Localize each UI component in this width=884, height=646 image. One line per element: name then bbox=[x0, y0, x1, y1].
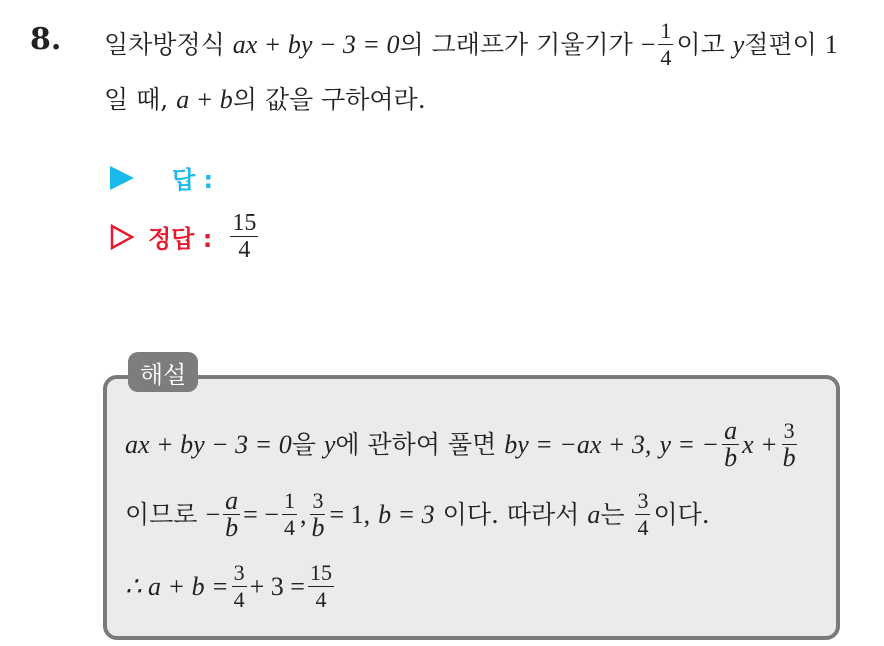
solution-line-1 bbox=[125, 418, 801, 471]
fraction bbox=[282, 488, 297, 541]
expression: a + b bbox=[176, 85, 233, 114]
question-line-1 bbox=[104, 18, 838, 71]
fraction bbox=[309, 488, 326, 541]
denominator: 4 bbox=[315, 587, 327, 612]
solution-tag: 해설 bbox=[128, 352, 198, 392]
solution-text: 이다. 따라서 bbox=[442, 499, 580, 529]
question-text: 이고 bbox=[676, 29, 725, 59]
fraction bbox=[308, 560, 334, 613]
denominator: b bbox=[225, 513, 239, 542]
equation: = − bbox=[243, 499, 279, 529]
question-text: 일 때, bbox=[104, 85, 169, 114]
numerator: 3 bbox=[637, 488, 649, 513]
variable-a: a bbox=[587, 499, 601, 529]
denominator: b bbox=[724, 443, 738, 472]
numerator: a bbox=[724, 416, 738, 445]
equation: ax + by − 3 = 0 bbox=[232, 29, 400, 59]
denominator: 4 bbox=[283, 515, 295, 540]
equation: + 3 = bbox=[249, 571, 305, 601]
answer-label: 답 : bbox=[172, 166, 214, 194]
question-text: 절편이 bbox=[744, 29, 817, 59]
question-text: 의 그래프가 기울기가 bbox=[399, 29, 633, 59]
solution-text: 이므로 bbox=[125, 499, 198, 529]
outline-triangle-icon bbox=[110, 224, 134, 250]
numerator: 15 bbox=[309, 560, 332, 585]
minus-sign: − bbox=[640, 29, 656, 59]
correct-answer-label: 정답 : bbox=[148, 225, 213, 253]
solution-text: 에 관하여 풀면 bbox=[335, 429, 497, 459]
denominator: b bbox=[782, 443, 796, 472]
question-line-2 bbox=[104, 80, 426, 120]
question-text: 일차방정식 bbox=[104, 29, 225, 59]
correct-answer-value bbox=[230, 210, 258, 263]
solution-text: 을 bbox=[291, 429, 316, 459]
variable-y: y bbox=[732, 29, 745, 59]
numerator: 3 bbox=[312, 488, 324, 513]
variable-y: y bbox=[323, 429, 336, 459]
comma: , bbox=[299, 499, 307, 529]
correct-answer-row bbox=[110, 210, 261, 263]
numerator: a bbox=[225, 486, 239, 515]
numerator: 1 bbox=[283, 488, 295, 513]
equation: y = − bbox=[659, 429, 720, 459]
solution-line-3 bbox=[125, 560, 337, 613]
answer-row bbox=[110, 160, 213, 195]
minus-sign: − bbox=[205, 499, 221, 529]
solution-text: 는 bbox=[600, 499, 625, 529]
numerator: 3 bbox=[233, 560, 245, 585]
denominator: 4 bbox=[637, 515, 649, 540]
fraction bbox=[722, 418, 739, 471]
numerator: 15 bbox=[232, 210, 257, 236]
equation: x + bbox=[742, 429, 778, 459]
equation: = 1, bbox=[329, 499, 371, 529]
fraction bbox=[781, 418, 798, 471]
fraction bbox=[635, 488, 650, 541]
slope-fraction bbox=[658, 18, 673, 71]
denominator: 4 bbox=[660, 45, 672, 70]
solution-text: 이다. bbox=[653, 499, 710, 529]
numerator: 1 bbox=[660, 18, 672, 43]
play-triangle-icon bbox=[110, 166, 134, 190]
question-number: 8. bbox=[30, 22, 62, 57]
equation: by = −ax + 3, bbox=[504, 429, 652, 459]
denominator: 4 bbox=[238, 237, 251, 263]
question-text: 의 값을 구하여라. bbox=[232, 85, 426, 114]
solution-line-2 bbox=[125, 488, 710, 541]
numerator: 3 bbox=[783, 418, 795, 443]
intercept-value: 1 bbox=[824, 29, 838, 59]
fraction bbox=[232, 560, 247, 613]
equation: b = 3 bbox=[378, 499, 435, 529]
denominator: 4 bbox=[233, 587, 245, 612]
fraction bbox=[223, 488, 240, 541]
denominator: b bbox=[311, 513, 325, 542]
equation: ∴ a + b = bbox=[125, 571, 229, 601]
equation: ax + by − 3 = 0 bbox=[125, 429, 292, 459]
